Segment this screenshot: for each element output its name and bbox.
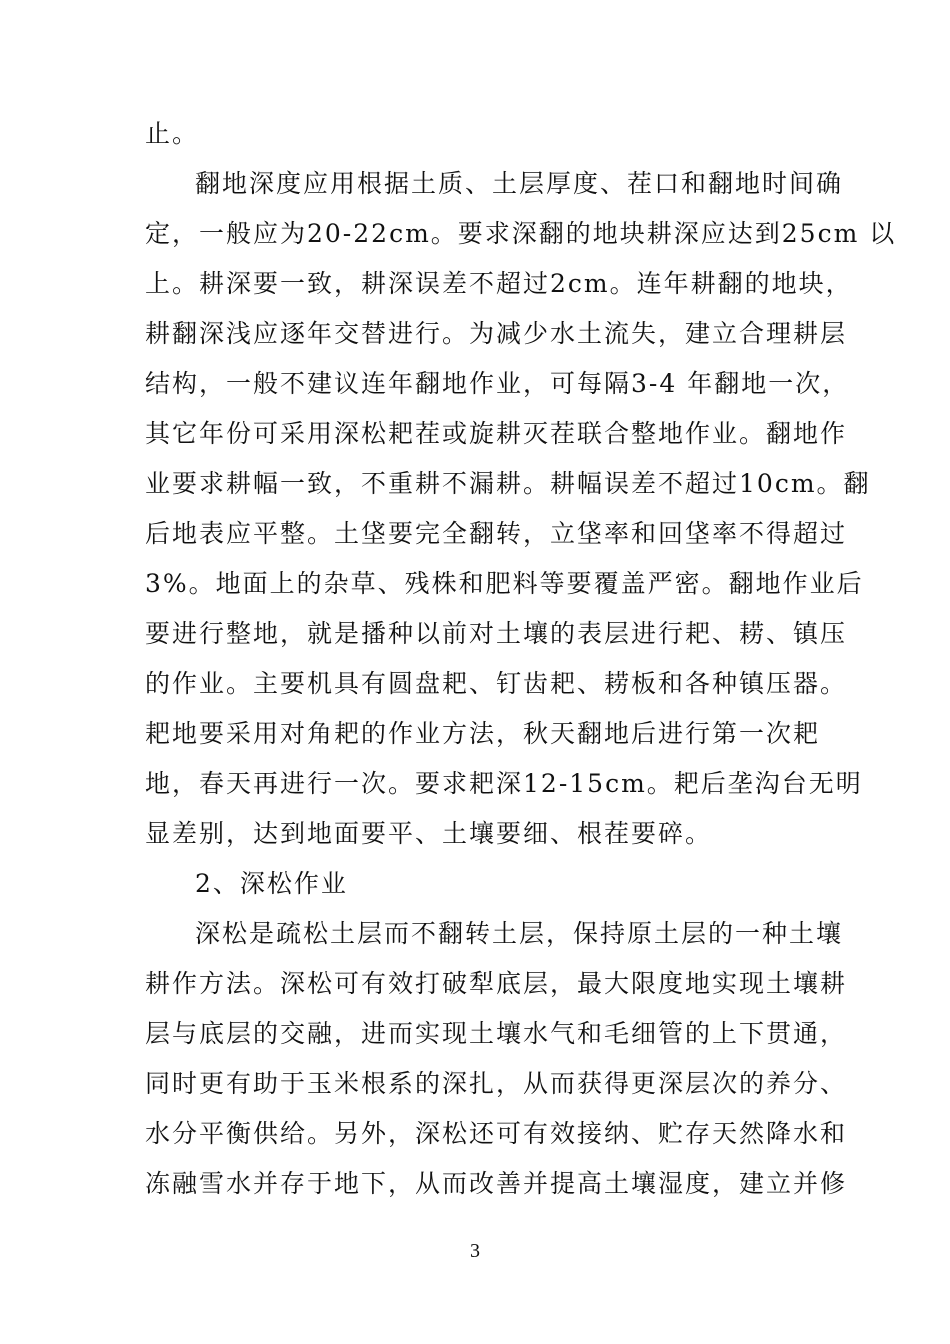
- text-line: 深松是疏松土层而不翻转土层，保持原土层的一种土壤: [195, 919, 844, 948]
- text-line: 上。耕深要一致，耕深误差不超过2cm。连年耕翻的地块，: [145, 269, 853, 298]
- text-line: 耕作方法。深松可有效打破犁底层，最大限度地实现土壤耕: [145, 969, 848, 998]
- text-line: 3%。地面上的杂草、残株和肥料等要覆盖严密。翻地作业后: [145, 569, 864, 598]
- text-line: 后地表应平整。土垡要完全翻转，立垡率和回垡率不得超过: [145, 519, 848, 548]
- text-line: 耕翻深浅应逐年交替进行。为减少水土流失，建立合理耕层: [145, 319, 848, 348]
- text-line: 要进行整地，就是播种以前对土壤的表层进行耙、耢、镇压: [145, 619, 848, 648]
- text-line: 水分平衡供给。另外，深松还可有效接纳、贮存天然降水和: [145, 1119, 848, 1148]
- text-line: 其它年份可采用深松耙茬或旋耕灭茬联合整地作业。翻地作: [145, 419, 848, 448]
- text-line: 业要求耕幅一致，不重耕不漏耕。耕幅误差不超过10cm。翻: [145, 469, 871, 498]
- text-line: 耙地要采用对角耙的作业方法，秋天翻地后进行第一次耙: [145, 719, 821, 748]
- text-line: 地，春天再进行一次。要求耙深12-15cm。耙后垄沟台无明: [145, 769, 863, 798]
- text-line: 结构，一般不建议连年翻地作业，可每隔3-4 年翻地一次，: [145, 369, 850, 398]
- text-line: 冻融雪水并存于地下，从而改善并提高土壤湿度，建立并修: [145, 1169, 848, 1198]
- text-line: 层与底层的交融，进而实现土壤水气和毛细管的上下贯通，: [145, 1019, 848, 1048]
- text-line: 翻地深度应用根据土质、土层厚度、茬口和翻地时间确: [195, 169, 844, 198]
- text-line: 定，一般应为20-22cm。要求深翻的地块耕深应达到25cm 以: [145, 219, 897, 248]
- section-heading: 2、深松作业: [195, 869, 348, 898]
- text-line: 止。: [145, 119, 200, 148]
- text-line: 的作业。主要机具有圆盘耙、钉齿耙、耢板和各种镇压器。: [145, 669, 848, 698]
- page-number: 3: [470, 1240, 480, 1262]
- text-line: 显差别，达到地面要平、土壤要细、根茬要碎。: [145, 819, 713, 848]
- text-line: 同时更有助于玉米根系的深扎，从而获得更深层次的养分、: [145, 1069, 848, 1098]
